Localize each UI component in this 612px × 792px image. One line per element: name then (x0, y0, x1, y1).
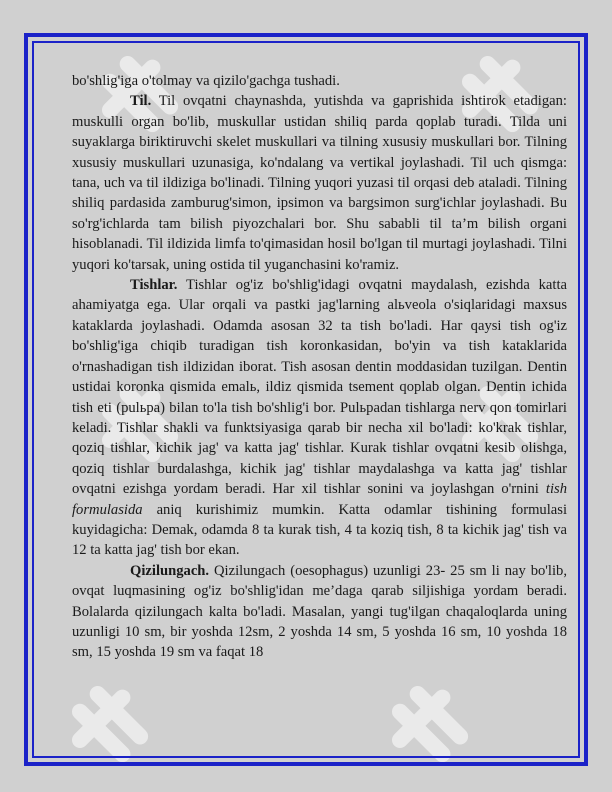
paragraph-tishlar-text-end: aniq kurishimiz mumkin. Katta odamlar tishining formulasi kuyidagicha: Demak, odamda 8 ta kurak tish, 4 ta koziq tish, 8 ta kichik jag' tish va 12 ta katta jag' tish bor ekan. (72, 501, 567, 559)
section-heading-qizilungach: Qizilungach. (130, 562, 210, 579)
paragraph-qizilungach (72, 561, 567, 663)
section-heading-til: Til. (130, 93, 152, 110)
paragraph-qizilungach-text: Qizilungach (oesophagus) uzunligi 23- 25 sm li nay bo'lib, ovqat luqmasining og'iz bo'shlig'idan me’daga qarab siljishiga yordam beradi. Bolalarda qizilungach kalta bo'ladi. Masalan, yangi tug'ilgan chaqaloqlarda uning uzunligi 10 sm, bir yoshda 12sm, 2 yoshda 14 sm, 5 yoshda 16 sm, 10 yoshda 18 sm, 15 yoshda 19 sm va faqat 18 (72, 562, 567, 661)
section-heading-tishlar: Tishlar. (130, 277, 178, 294)
paragraph-til (72, 91, 567, 275)
paragraph-til-text: Til ovqatni chaynashda, yutishda va gaprishida ishtirok etadigan: muskulli organ bo'lib, muskullar ustidan shiliq parda qoplab turadi. Tilda uni suyaklarga biriktiruvchi skelet muskullari va tilning xususiy muskullari bor. Tilning xususiy muskullari uzunasiga, ko'ndalang va vertikal joylashadi. Til uch qismga: tana, uch va til ildiziga bo'linadi. Tilning yuqori yuzasi til orqasi deb ataladi. Tilning shiliq pardasida zamburug'simon, ipsimon va bargsimon surg'ichlar joylashadi. Bu so'rg'ichlarda tam bilish piyozchalari bor. Shu sababli til ta’m bilish organi hisoblanadi. Til ildizida limfa to'qimasidan hosil bo'lgan til murtagi joylashadi. Tilni yuqori ko'tarsak, uning ostida til yuganchasini ko'ramiz. (72, 93, 567, 273)
paragraph-tishlar-text: Tishlar og'iz bo'shlig'idagi ovqatni maydalash, ezishda katta ahamiyatga ega. Ular orqali va pastki jag'larning alьveola o'siqlaridagi maxsus kataklarda joylashadi. Odamda asosan 32 ta tish bo'ladi. Har qaysi tish og'iz bo'shlig'iga chiqib turadigan tish koronkasidan, bo'yin va tish kataklarida o'rnashadigan tish ildizidan iborat. Tish asosan dentin moddasidan tuzilgan. Dentin ustidai koronka qismida emalь, ildiz qismida tsement qoplab olgan. Dentin ichida tish eti (pulьpa) bilan to'la tish bo'shlig'i bor. Pulьpadan tishlarga nerv qon tomirlari keladi. Tishlar shakli va funktsiyasiga qarab bir necha xil bo'ladi: ko'krak tishlar, qoziq tishlar, kichik jag' va katta jag' tishlar. Kurak tishlar ovqatni kesib olishga, qoziq tishlar burdalashga, kichik jag' tishlar maydalashga va katta jag' tishlar ovqatni ezishga yordam beradi. Har xil tishlar sonini va joylashgan o'rnini (72, 277, 567, 498)
emphasis-tish-formulasida: tish formulasida (72, 481, 568, 518)
document-body (72, 71, 567, 663)
paragraph-intro: bo'shlig'iga o'tolmay va qizilo'gachga tushadi. (72, 73, 340, 89)
paragraph-tishlar (72, 275, 567, 561)
